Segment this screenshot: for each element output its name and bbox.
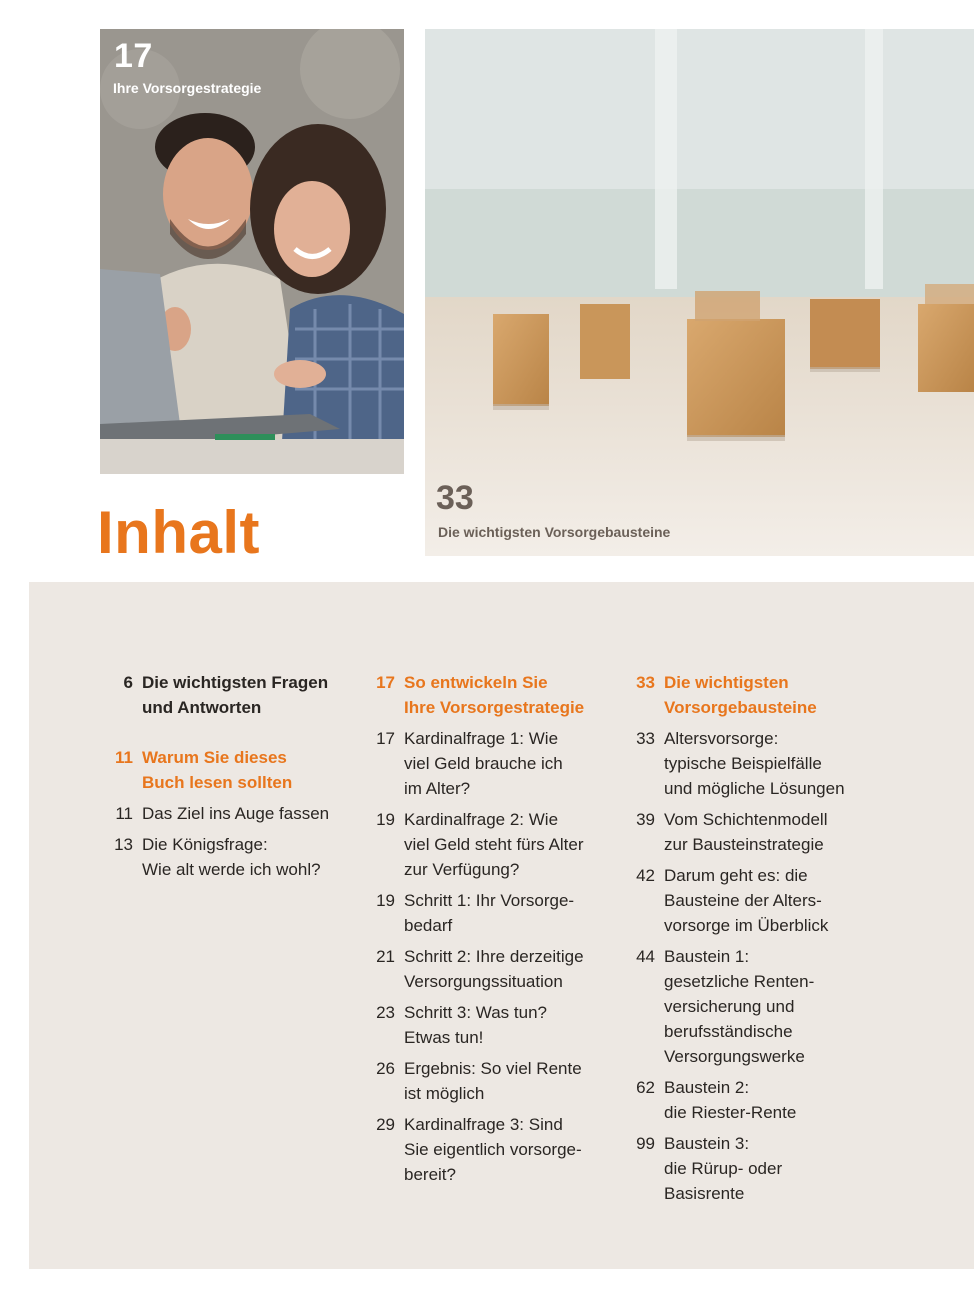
photo-wood-blocks bbox=[425, 29, 974, 556]
toc-entry-title: Baustein 1: gesetzliche Renten- versicherung und berufsständische Versorgungswerke bbox=[664, 947, 815, 1066]
toc-entry-title: Ergebnis: So viel Rente ist möglich bbox=[404, 1059, 582, 1103]
toc-page-number: 17 bbox=[376, 673, 395, 692]
toc-page-number: 17 bbox=[376, 729, 395, 748]
toc-entry[interactable] bbox=[367, 726, 607, 801]
toc-entry-title: Vom Schichtenmodell zur Bausteinstrategie bbox=[664, 810, 828, 854]
toc-page-number: 19 bbox=[376, 810, 395, 829]
toc-page-number: 33 bbox=[636, 673, 655, 692]
toc-entry[interactable] bbox=[367, 1112, 607, 1187]
toc-entry-title: Die wichtigsten Fragen und Antworten bbox=[142, 673, 329, 717]
toc-entry[interactable] bbox=[105, 832, 345, 882]
toc-page-number: 19 bbox=[376, 891, 395, 910]
photo-couple bbox=[100, 29, 404, 474]
toc-page-number: 11 bbox=[115, 748, 133, 767]
toc-page-number: 62 bbox=[636, 1078, 655, 1097]
toc-entry-title: Schritt 2: Ihre derzeitige Versorgungssituation bbox=[404, 947, 584, 991]
toc-entry-title: Die Königsfrage: Wie alt werde ich wohl? bbox=[142, 835, 321, 879]
toc-column-2 bbox=[367, 670, 607, 1193]
toc-entry[interactable] bbox=[105, 801, 345, 826]
toc-page-number: 42 bbox=[636, 866, 655, 885]
toc-section-heading[interactable] bbox=[367, 670, 607, 720]
toc-column-3 bbox=[627, 670, 877, 1212]
page-title: Inhalt bbox=[97, 499, 260, 566]
photo-wood-blocks-illustration bbox=[425, 29, 974, 556]
photo-couple-page-number: 17 bbox=[114, 37, 153, 75]
toc-page-number: 26 bbox=[376, 1059, 395, 1078]
toc-entry-title: Altersvorsorge: typische Beispielfälle und mögliche Lösungen bbox=[664, 729, 845, 798]
photo-blocks-caption: Die wichtigsten Vorsorgebausteine bbox=[438, 524, 671, 540]
toc-entry[interactable] bbox=[367, 1000, 607, 1050]
toc-section-gap bbox=[105, 726, 345, 745]
toc-entry-title: Baustein 2: die Riester-Rente bbox=[664, 1078, 797, 1122]
toc-page-number: 13 bbox=[114, 835, 133, 854]
toc-entry-title: Baustein 3: die Rürup- oder Basisrente bbox=[664, 1134, 783, 1203]
toc-column-1 bbox=[105, 670, 345, 888]
toc-section-heading[interactable] bbox=[105, 670, 345, 720]
toc-entry[interactable] bbox=[367, 944, 607, 994]
toc-entry[interactable] bbox=[367, 888, 607, 938]
toc-page-number: 39 bbox=[636, 810, 655, 829]
toc-section-heading[interactable] bbox=[105, 745, 345, 795]
toc-page-number: 23 bbox=[376, 1003, 395, 1022]
toc-page-number: 11 bbox=[115, 804, 133, 823]
toc-entry-title: Kardinalfrage 2: Wie viel Geld steht fürs Alter zur Verfügung? bbox=[404, 810, 584, 879]
photo-blocks-page-number: 33 bbox=[436, 479, 474, 517]
toc-page-number: 99 bbox=[636, 1134, 655, 1153]
toc-entry[interactable] bbox=[627, 1131, 877, 1206]
photo-couple-caption: Ihre Vorsorgestrategie bbox=[113, 80, 262, 96]
toc-page-number: 44 bbox=[636, 947, 655, 966]
toc-entry-title: Darum geht es: die Bausteine der Alters- vorsorge im Überblick bbox=[664, 866, 829, 935]
toc-page-number: 29 bbox=[376, 1115, 395, 1134]
toc-entry-title: Warum Sie dieses Buch lesen sollten bbox=[142, 748, 293, 792]
toc-entry[interactable] bbox=[367, 807, 607, 882]
toc-entry[interactable] bbox=[627, 1075, 877, 1125]
toc-page-number: 6 bbox=[123, 673, 133, 692]
toc-entry[interactable] bbox=[627, 807, 877, 857]
toc-panel bbox=[29, 582, 974, 1269]
toc-entry-title: Schritt 1: Ihr Vorsorge- bedarf bbox=[404, 891, 575, 935]
toc-page-number: 33 bbox=[636, 729, 655, 748]
toc-entry-title: So entwickeln Sie Ihre Vorsorgestrategie bbox=[404, 673, 585, 717]
toc-section-heading[interactable] bbox=[627, 670, 877, 720]
toc-entry-title: Das Ziel ins Auge fassen bbox=[142, 804, 330, 823]
toc-entry[interactable] bbox=[627, 863, 877, 938]
toc-entry-title: Schritt 3: Was tun? Etwas tun! bbox=[404, 1003, 547, 1047]
toc-entry-title: Kardinalfrage 1: Wie viel Geld brauche ich im Alter? bbox=[404, 729, 563, 798]
toc-entry[interactable] bbox=[367, 1056, 607, 1106]
toc-page-number: 21 bbox=[376, 947, 395, 966]
toc-entry[interactable] bbox=[627, 944, 877, 1069]
toc-entry-title: Kardinalfrage 3: Sind Sie eigentlich vorsorge- bereit? bbox=[404, 1115, 582, 1184]
toc-entry[interactable] bbox=[627, 726, 877, 801]
toc-entry-title: Die wichtigsten Vorsorgebausteine bbox=[664, 673, 817, 717]
